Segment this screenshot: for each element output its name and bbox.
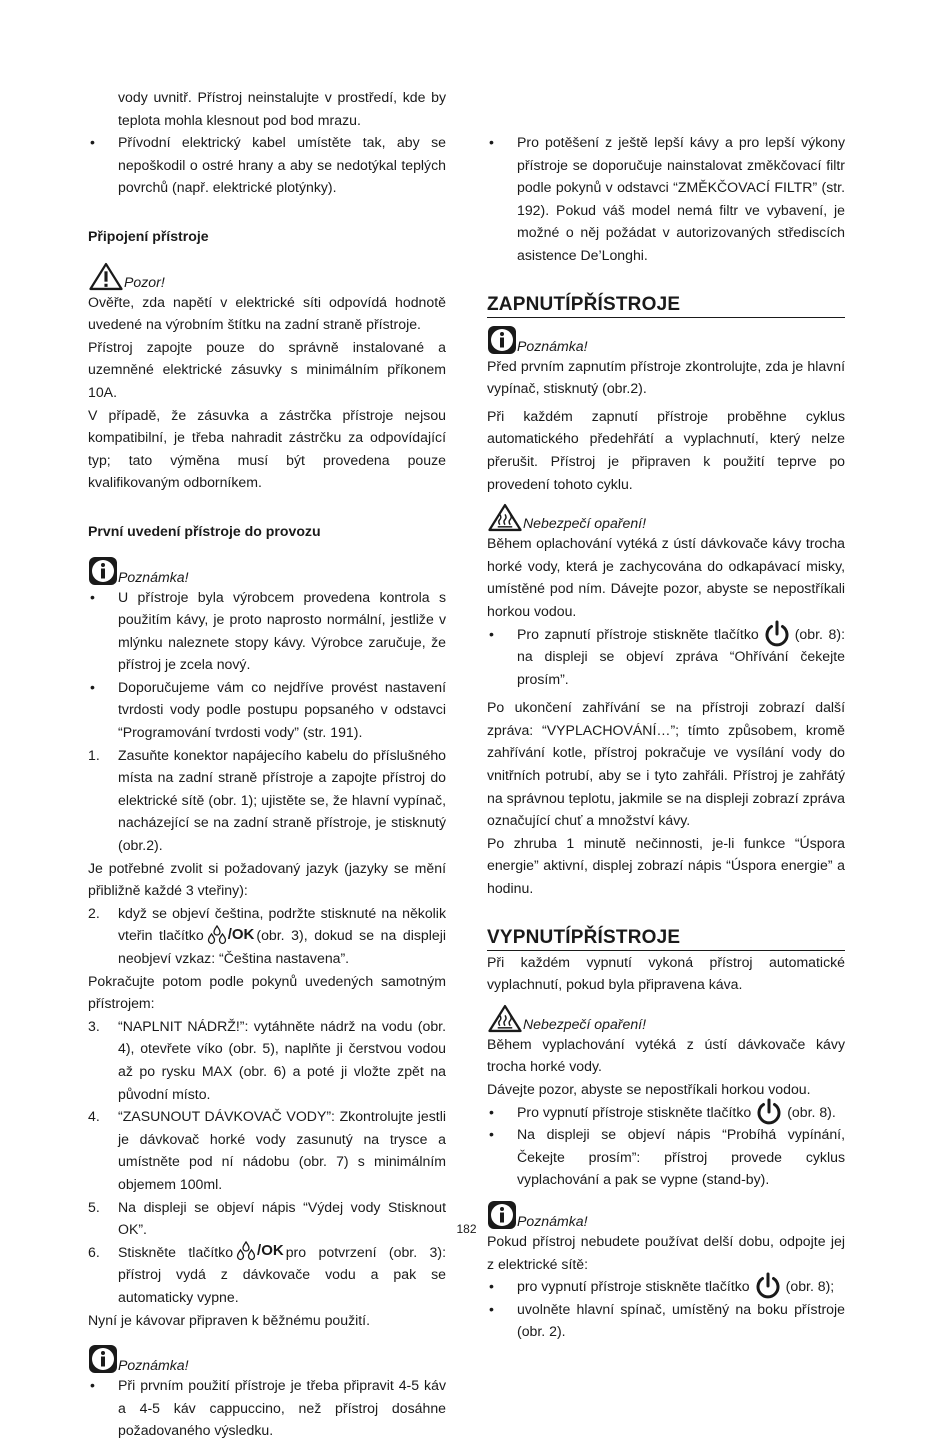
section-heading-switch-on: ZAPNUTÍPŘÍSTROJE bbox=[487, 293, 845, 318]
paragraph: Při každém vypnutí vykoná přístroj automatické vyplachnutí, pokud byla připravena káva. bbox=[487, 953, 845, 993]
list-item-text: Zasuňte konektor napájecího kabelu do příslušného místa na zadní straně přístroje a zapojte přístroj do elektrické sítě (obr. 1); ujistěte se, že hlavní vypínač, nacházející se na zadní straně přístroje, je stisknutý (obr.2). bbox=[118, 746, 446, 854]
list-item-text: Přívodní elektrický kabel umístěte tak, aby se nepoškodil o ostré hrany a aby se nedotýkal teplých povrchů (např. elektrické plotýnky). bbox=[118, 134, 446, 196]
step-number: 6. bbox=[88, 1243, 100, 1260]
paragraph: Během vyplachování vytéká z ústí dávkovače kávy trocha horké vody. bbox=[487, 1035, 845, 1075]
danger-notice bbox=[487, 1000, 845, 1033]
info-icon bbox=[88, 1344, 118, 1374]
ok-label: /OK bbox=[227, 925, 255, 943]
intro-continuation: vody uvnitř. Přístroj neinstalujte v prostředí, kde by teplota mohla klesnout pod bod mrazu. bbox=[118, 89, 446, 128]
list-item-text: Pro vypnutí přístroje stiskněte tlačítko bbox=[517, 1103, 752, 1120]
list-item-text: “ZASUNOUT DÁVKOVAČ VODY”: Zkontrolujte jestli je dávkovač horké vody zasunutý na trysce a umístněte pod ní nádobu (obr. 7) s minimálním objemem 100ml. bbox=[118, 1108, 446, 1192]
bullet: • bbox=[90, 134, 95, 151]
bullet: • bbox=[489, 1300, 494, 1317]
info-icon bbox=[88, 556, 118, 586]
page-number: 182 bbox=[456, 1222, 477, 1236]
list-item bbox=[88, 1105, 446, 1195]
list-item-text: (obr. 8); bbox=[785, 1278, 835, 1295]
paragraph: Ověřte, zda napětí v elektrické síti odpovídá hodnotě uvedené na výrobním štítku na zadní straně přístroje. bbox=[88, 293, 446, 333]
list-item-text: když se objeví čeština, podržte stisknuté na několik vteřin tlačítko bbox=[118, 904, 446, 944]
list-item bbox=[88, 586, 446, 676]
list-item bbox=[88, 676, 446, 744]
bullet: • bbox=[489, 1278, 494, 1295]
list-item-text: Pro zapnutí přístroje stiskněte tlačítko bbox=[517, 625, 759, 642]
note-label: Poznámka! bbox=[517, 337, 588, 354]
paragraph: V případě, že zásuvka a zástrčka přístroje nejsou kompatibilní, je třeba nahradit zástrčku za odpovídající typ; tato výměna musí být provedena pouze kvalifikovaným odborníkem. bbox=[88, 406, 446, 491]
bullet: • bbox=[90, 588, 95, 605]
step-number: 5. bbox=[88, 1198, 100, 1215]
list-item bbox=[88, 744, 446, 857]
step-number: 4. bbox=[88, 1108, 100, 1125]
bullet: • bbox=[90, 678, 95, 695]
section-heading-first-use: První uvedení přístroje do provozu bbox=[88, 522, 321, 539]
paragraph: Je potřebné zvolit si požadovaný jazyk (jazyky se mění přibližně každé 3 vteřiny): bbox=[88, 859, 446, 899]
power-icon bbox=[762, 620, 792, 648]
paragraph: Během oplachování vytéká z ústí dávkovače kávy trocha horké vody, která je zachycována do odkapávací misky, umístěné pod ním. Dávejte pozor, abyste se nepostříkali horkou vodou. bbox=[487, 535, 845, 619]
list-item-text: Pro potěšení z ještě lepší kávy a pro lepší výkony přístroje se doporučuje nainstalovat změkčovací filtr podle pokynů v odstavci “ZMĚKČOVACÍ FILTR” (str. 192). Pokud váš model nemá filtr ve vybavení, je možné o něj požádat v autorizovaných střediscích asistence De’Longhi. bbox=[517, 134, 845, 263]
bullet: • bbox=[489, 1103, 494, 1120]
bullet: • bbox=[489, 1126, 494, 1143]
danger-label: Nebezpečí opaření! bbox=[523, 515, 647, 532]
note-label: Poznámka! bbox=[118, 1357, 189, 1374]
caution-notice bbox=[88, 258, 446, 291]
list-item-text: (obr. 8): na displeji se objeví zpráva “Ohřívání čekejte prosím”. bbox=[517, 625, 845, 687]
note-notice bbox=[88, 1341, 446, 1374]
danger-notice bbox=[487, 499, 845, 532]
info-icon bbox=[487, 325, 517, 355]
list-item-text: Na displeji se objeví nápis “Probíhá vypínání, Čekejte prosím”: přístroj provede cyklus vyplachování a pak se vypne (stand-by). bbox=[517, 1126, 845, 1188]
hot-surface-icon bbox=[487, 503, 523, 532]
paragraph: Nyní je kávovar připraven k běžnému použití. bbox=[88, 1311, 371, 1328]
step-number: 2. bbox=[88, 904, 100, 921]
list-item-text: (obr. 3), dokud se na displeji neobjeví vzkaz: “Čeština nastavena”. bbox=[118, 927, 446, 966]
hot-water-icon bbox=[235, 1241, 257, 1261]
list-item-text: pro potvrzení (obr. 3): přístroj vydá z dávkovače vodu a pak se automaticky vypne. bbox=[118, 1243, 446, 1305]
paragraph: Při každém zapnutí přístroje proběhne cyklus automatického předehřátí a vyplachnutí, který nelze přerušit. Přístroj je připraven k použití teprve po provedení tohoto cyklu. bbox=[487, 407, 845, 492]
paragraph: Pokud přístroj nebudete používat delší dobu, odpojte jej z elektrické sítě: bbox=[487, 1232, 845, 1272]
hot-water-ok-button-symbol bbox=[235, 1239, 284, 1263]
list-item-text: “NAPLNIT NÁDRŽ!”: vytáhněte nádrž na vodu (obr. 4), otevřete víko (obr. 5), naplňte ji čerstvou vodou až po rysku MAX (obr. 6) a poté ji vložte zpět na původní místo. bbox=[118, 1017, 446, 1102]
caution-label: Pozor! bbox=[124, 273, 165, 290]
list-item bbox=[88, 1374, 446, 1442]
danger-label: Nebezpečí opaření! bbox=[523, 1015, 647, 1032]
list-item-text: Při prvním použití přístroje je třeba připravit 4-5 káv a 4-5 káv cappuccino, než přístroj dosáhne požadovaného výsledku. bbox=[118, 1377, 446, 1439]
note-notice bbox=[487, 322, 845, 355]
note-label: Poznámka! bbox=[517, 1212, 588, 1229]
paragraph: Pokračujte potom podle pokynů uvedených samotným přístrojem: bbox=[88, 972, 446, 1012]
right-column bbox=[487, 131, 845, 1343]
list-item-text: Stiskněte tlačítko bbox=[118, 1243, 234, 1260]
paragraph: Dávejte pozor, abyste se nepostříkali horkou vodou. bbox=[487, 1081, 811, 1097]
list-item bbox=[487, 131, 845, 267]
list-item bbox=[487, 1275, 845, 1298]
list-item-text: Na displeji se objeví nápis “Výdej vody Stisknout OK”. bbox=[118, 1198, 446, 1238]
paragraph: Přístroj zapojte pouze do správně instalované a uzemněné elektrické zásuvky s minimálním příkonem 10A. bbox=[88, 338, 446, 400]
list-item bbox=[88, 1241, 446, 1309]
power-icon bbox=[753, 1272, 783, 1300]
list-item-text: uvolněte hlavní spínač, umístěný na boku přístroje (obr. 2). bbox=[517, 1300, 845, 1340]
list-item bbox=[487, 1298, 845, 1343]
step-number: 1. bbox=[88, 746, 100, 763]
list-item bbox=[88, 902, 446, 970]
bullet: • bbox=[90, 1377, 95, 1394]
list-item bbox=[487, 623, 845, 691]
list-item bbox=[487, 1101, 845, 1124]
list-item bbox=[487, 1123, 845, 1191]
hot-surface-icon bbox=[487, 1004, 523, 1033]
power-icon bbox=[754, 1098, 784, 1126]
hot-water-ok-button-symbol bbox=[206, 923, 255, 947]
warning-icon bbox=[88, 262, 124, 291]
list-item bbox=[88, 131, 446, 199]
hot-water-icon bbox=[206, 925, 228, 945]
ok-label: /OK bbox=[257, 1242, 284, 1260]
section-heading-connection: Připojení přístroje bbox=[88, 227, 209, 244]
list-item-text: pro vypnutí přístroje stiskněte tlačítko bbox=[517, 1278, 750, 1295]
paragraph: Před prvním zapnutím přístroje zkontrolujte, zda je hlavní vypínač, stisknutý (obr.2). bbox=[487, 357, 845, 397]
list-item-text: (obr. 8). bbox=[787, 1103, 836, 1120]
section-heading-switch-off: VYPNUTÍPŘÍSTROJE bbox=[487, 926, 845, 951]
note-label: Poznámka! bbox=[118, 568, 189, 585]
paragraph: Po ukončení zahřívání se na přístroji zobrazí další zpráva: “VYPLACHOVÁNÍ…”; tímto způsobem, kromě zahřívání kotle, přístroj pokračuje ve vysílání vody do vnitřních potrubí, aby se i tyto zahřáli. Přístroj je zahřátý na správnou teplotu, jakmile se na displeji zobrazí zpráva označující chuť a množství kávy. bbox=[487, 699, 845, 829]
note-notice bbox=[88, 553, 446, 586]
bullet: • bbox=[489, 625, 494, 642]
list-item-text: U přístroje byla výrobcem provedena kontrola s použitím kávy, je proto naprosto normální, jestliže v mlýnku naleznete stopy kávy. Výrobce zaručuje, že přístroj je zcela nový. bbox=[118, 588, 446, 673]
paragraph: Po zhruba 1 minutě nečinnosti, je-li funkce “Úspora energie” aktivní, displej zobrazí nápis “Úspora energie” a hodinu. bbox=[487, 834, 845, 897]
step-number: 3. bbox=[88, 1017, 100, 1034]
list-item-text: Doporučujeme vám co nejdříve provést nastavení tvrdosti vody podle postupu popsaného v odstavci “Programování tvrdosti vody” (str. 191). bbox=[118, 678, 446, 741]
list-item bbox=[88, 1015, 446, 1105]
bullet: • bbox=[489, 134, 494, 150]
